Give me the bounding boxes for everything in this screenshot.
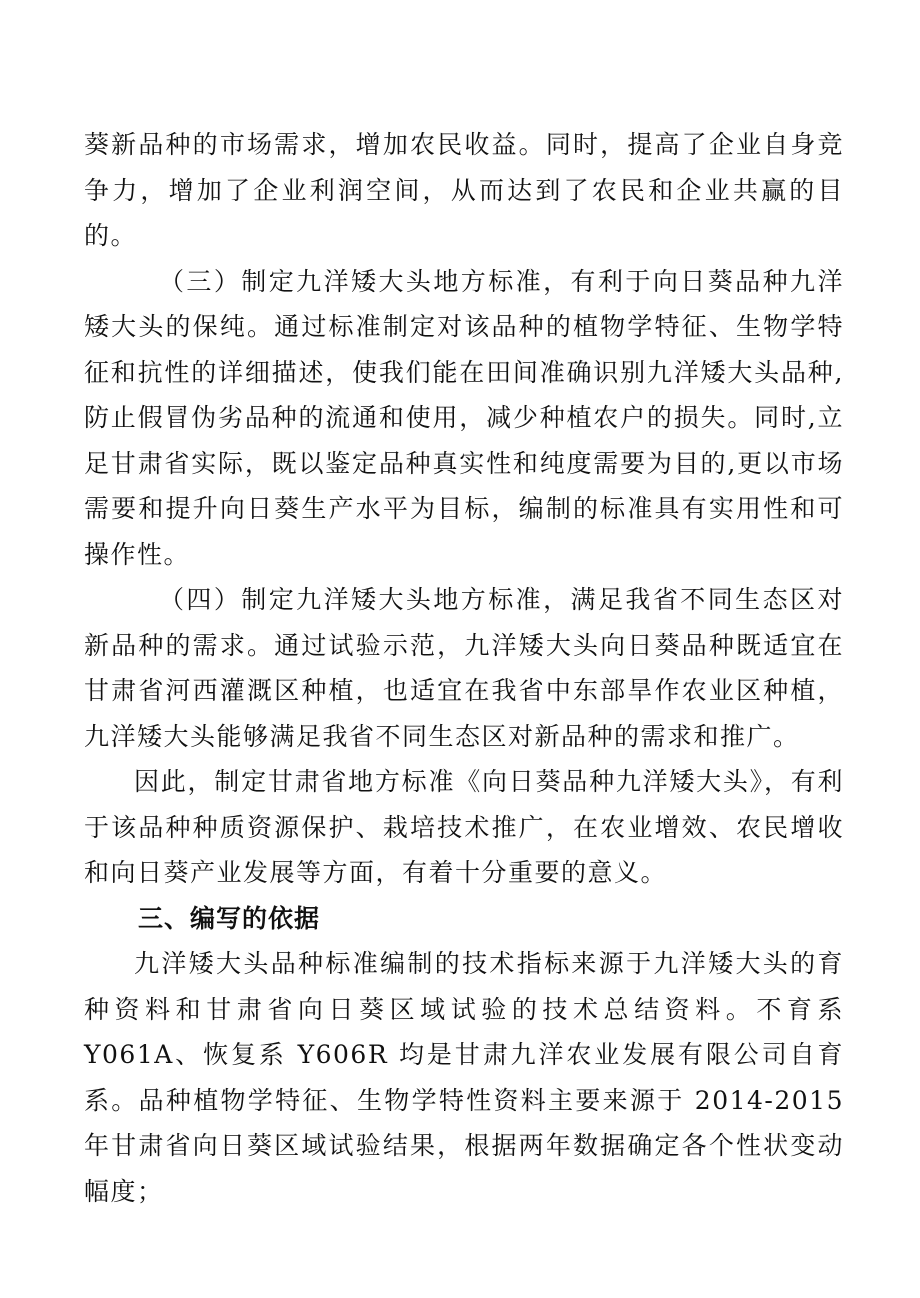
paragraph-basis: 九洋矮大头品种标准编制的技术指标来源于九洋矮大头的育种资料和甘肃省向日葵区域试验的技术总结资料。不育系 Y061A、恢复系 Y606R 均是甘肃九洋农业发展有限公司自育系。品种植物学特征、生物学特性资料主要来源于 2014-2015 年甘肃省向日葵区域试验结果，根据两年数据确定各个性状变动幅度；	[84, 949, 844, 1206]
paragraph-point-four: （四）制定九洋矮大头地方标准，满足我省不同生态区对新品种的需求。通过试验示范，九洋矮大头向日葵品种既适宜在甘肃省河西灌溉区种植，也适宜在我省中东部旱作农业区种植，九洋矮大头能够满足我省不同生态区对新品种的需求和推广。	[84, 585, 844, 751]
section-heading: 三、编写的依据	[138, 903, 321, 933]
paragraph-conclusion: 因此，制定甘肃省地方标准《向日葵品种九洋矮大头》，有利于该品种种质资源保护、栽培技术推广，在农业增效、农民增收和向日葵产业发展等方面，有着十分重要的意义。	[84, 767, 844, 887]
paragraph-point-three: （三）制定九洋矮大头地方标准，有利于向日葵品种九洋矮大头的保纯。通过标准制定对该品种的植物学特征、生物学特征和抗性的详细描述，使我们能在田间准确识别九洋矮大头品种,防止假冒伪劣品种的流通和使用，减少种植农户的损失。同时,立足甘肃省实际，既以鉴定品种真实性和纯度需要为目的,更以市场需要和提升向日葵生产水平为目标，编制的标准具有实用性和可操作性。	[84, 266, 844, 569]
paragraph-continuation: 葵新品种的市场需求，增加农民收益。同时，提高了企业自身竞争力，增加了企业利润空间，从而达到了农民和企业共赢的目的。	[84, 130, 844, 250]
document-page	[84, 122, 844, 1214]
